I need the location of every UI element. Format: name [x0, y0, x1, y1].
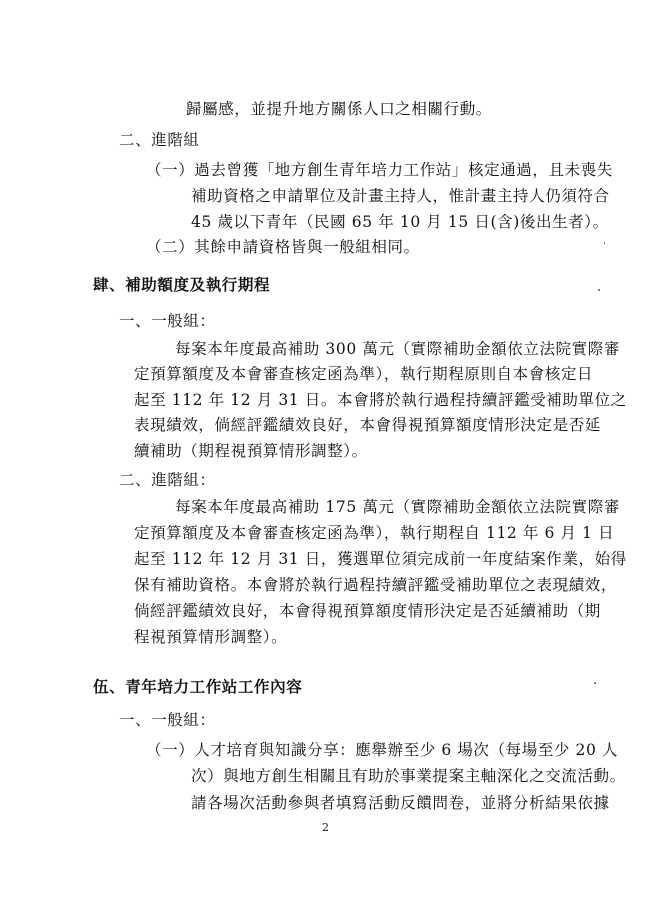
scan-speck	[604, 242, 605, 244]
text-line: 每案本年度最高補助 175 萬元（實際補助金額依立法院實際審	[175, 498, 620, 516]
text-line: 歸屬感，並提升地方關係人口之相關行動。	[186, 100, 492, 118]
chapter-heading: 肆、補助額度及執行期程	[93, 275, 271, 294]
text-line: 定預算額度及本會審查核定函為準），執行期程自 112 年 6 月 1 日	[134, 524, 615, 542]
text-line: 請各場次活動參與者填寫活動反饋問卷，並將分析結果依據	[191, 794, 610, 812]
text-line: （二）其餘申請資格皆與一般組相同。	[146, 238, 420, 256]
scan-speck	[598, 289, 600, 291]
section-heading: 二、進階組：	[119, 471, 216, 489]
text-line: 續補助（期程視預算情形調整）。	[134, 442, 368, 460]
text-line: 45 歲以下青年（民國 65 年 10 月 15 日(含)後出生者）。	[191, 213, 609, 231]
chapter-heading: 伍、青年培力工作站工作內容	[93, 677, 303, 696]
text-line: 表現績效，倘經評鑑績效良好，本會得視預算額度情形決定是否延	[134, 416, 601, 434]
text-line: 起至 112 年 12 月 31 日，獲選單位須完成前一年度結案作業，始得	[134, 550, 627, 568]
text-line: （一）過去曾獲「地方創生青年培力工作站」核定通過，且未喪失	[146, 161, 613, 179]
text-line: 定預算額度及本會審查核定函為準），執行期程原則自本會核定日	[134, 365, 594, 383]
text-line: （一）人才培育與知識分享：應舉辦至少 6 場次（每場至少 20 人	[146, 741, 619, 759]
text-line: 每案本年度最高補助 300 萬元（實際補助金額依立法院實際審	[175, 340, 620, 358]
text-line: 補助資格之申請單位及計畫主持人，惟計畫主持人仍須符合	[191, 187, 610, 205]
page-number: 2	[322, 821, 329, 834]
scan-speck	[594, 682, 596, 684]
section-heading: 一、一般組：	[119, 711, 216, 729]
text-line: 起至 112 年 12 月 31 日。本會將於執行過程持續評鑑受補助單位之	[134, 391, 627, 409]
section-heading: 一、一般組：	[119, 312, 216, 330]
text-line: 倘經評鑑績效良好，本會得視預算額度情形決定是否延續補助（期	[134, 602, 601, 620]
text-line: 程視預算情形調整）。	[134, 628, 288, 646]
text-line: 保有補助資格。本會將於執行過程持續評鑑受補助單位之表現績效，	[134, 576, 618, 594]
section-heading: 二、進階組	[119, 131, 200, 149]
text-line: 次）與地方創生相關且有助於事業提案主軸深化之交流活動。	[191, 767, 626, 785]
